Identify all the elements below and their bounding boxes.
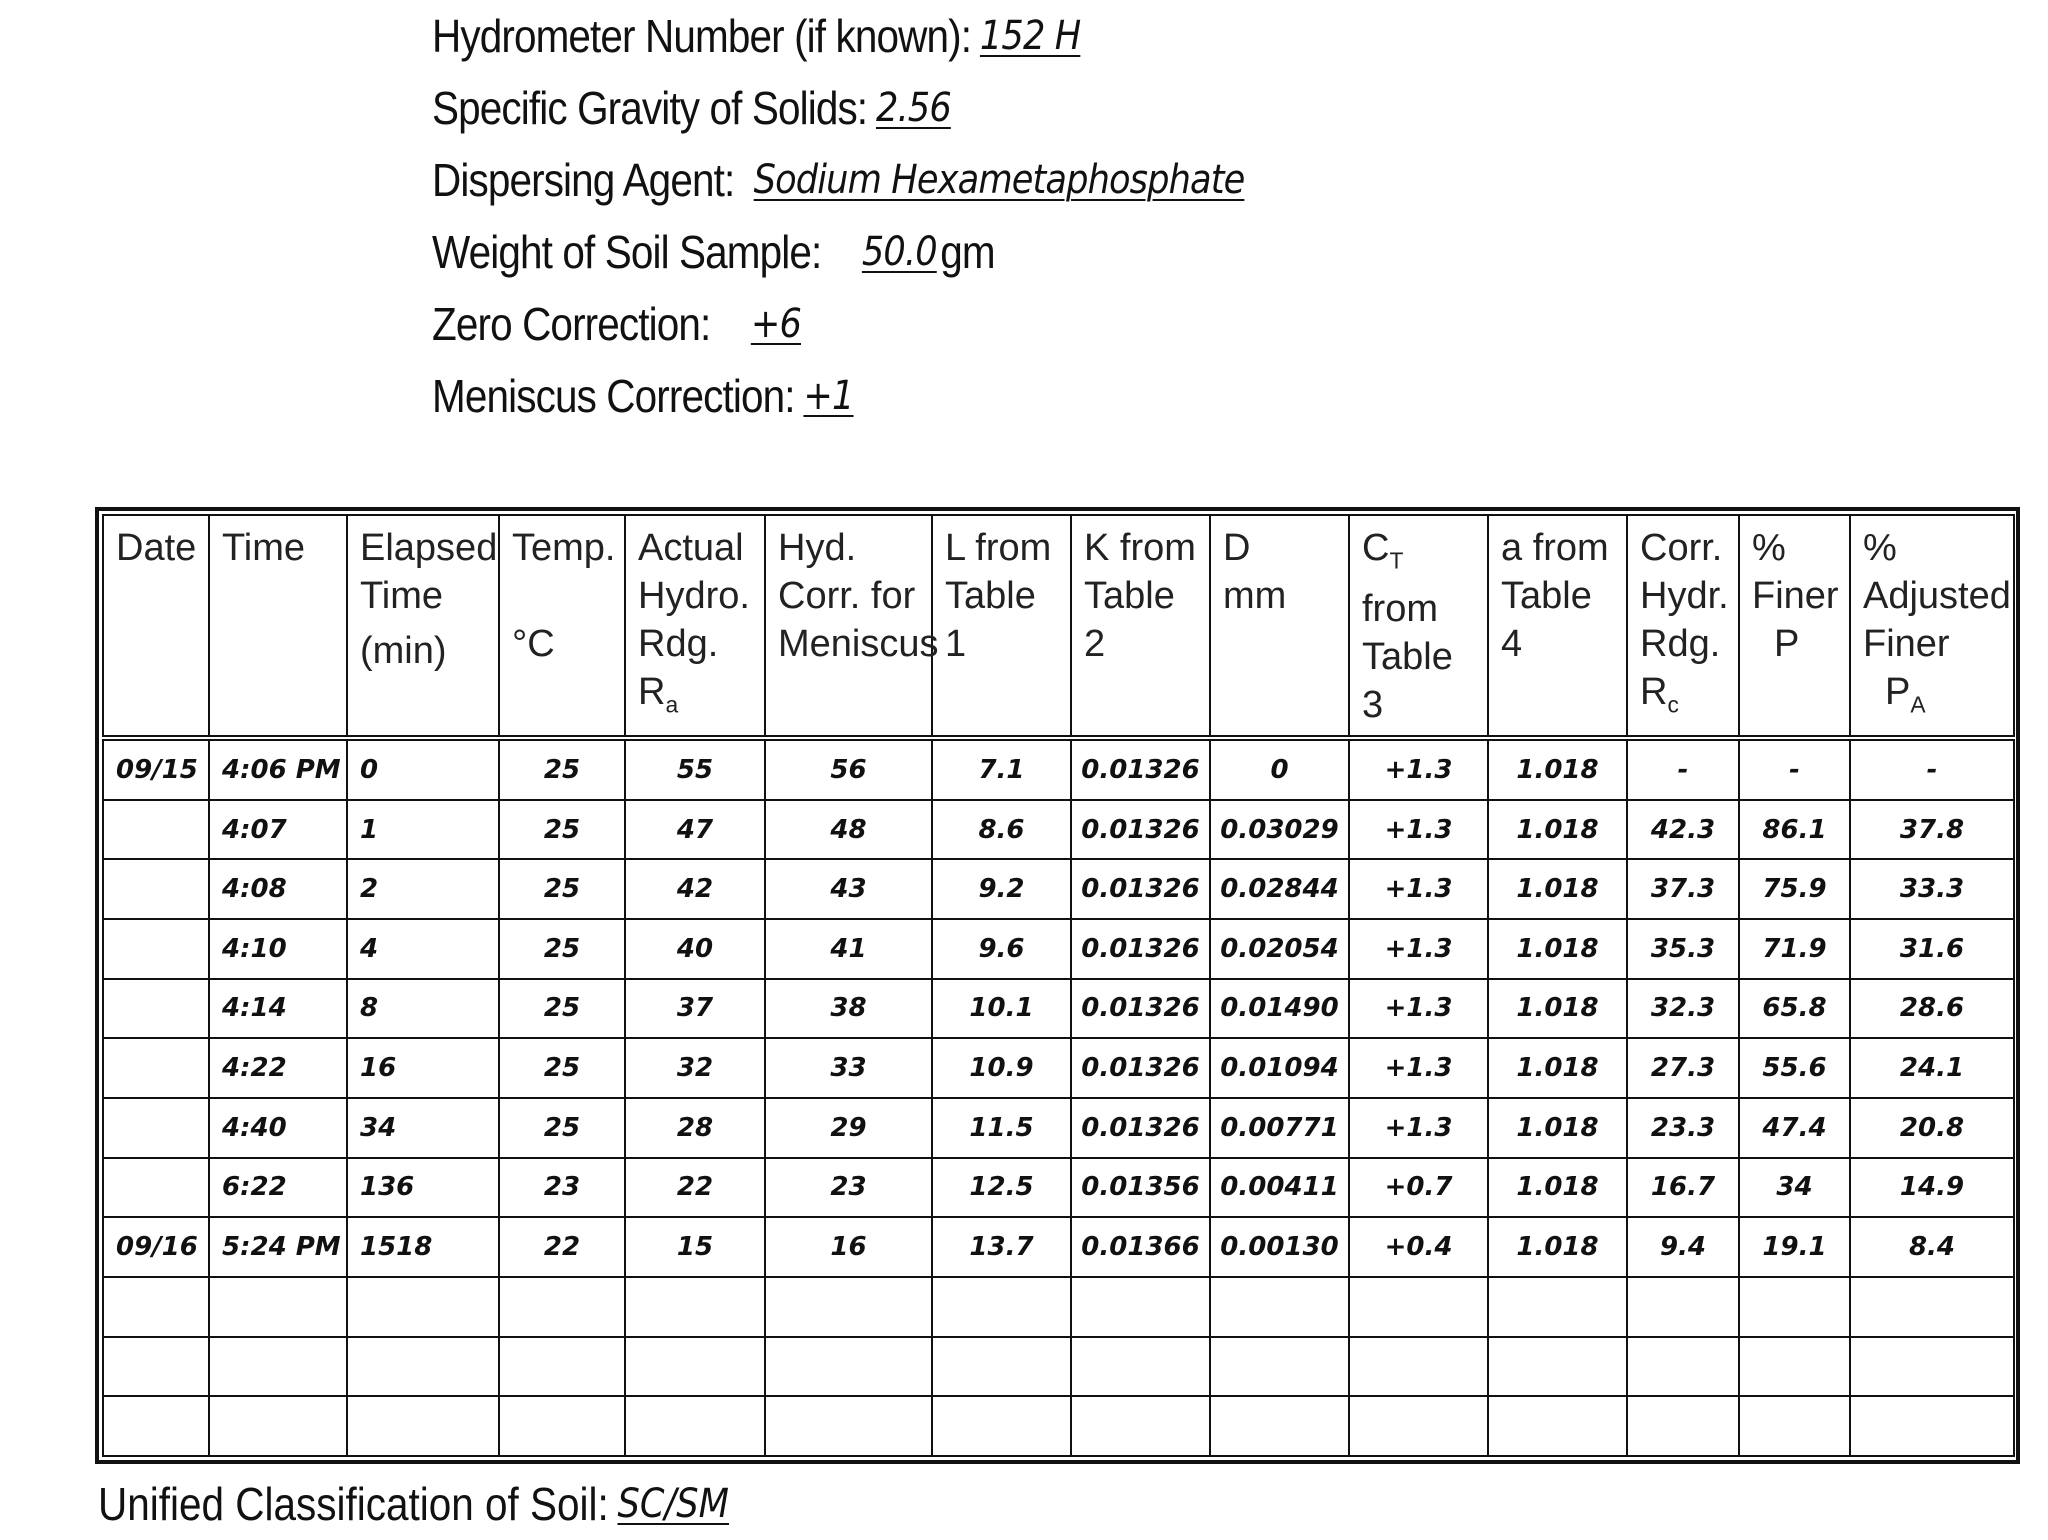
cell-ct-value (1349, 1337, 1488, 1397)
cell-d-mm: 0.00411 (1210, 1158, 1349, 1218)
cell-a-value: 1.018 (1488, 800, 1627, 860)
cell-elapsed-time: 1518 (347, 1217, 499, 1277)
col-meniscus-corr-header: Hyd. Corr. for Meniscus (765, 515, 932, 738)
cell-d-mm: 0.00130 (1210, 1217, 1349, 1277)
cell-d-mm (1210, 1396, 1349, 1456)
cell-ct-value: +1.3 (1349, 859, 1488, 919)
cell-elapsed-time: 8 (347, 979, 499, 1039)
cell-actual-reading: 15 (625, 1217, 765, 1277)
cell-ct-value: +1.3 (1349, 738, 1488, 800)
cell-corrected-reading: - (1627, 738, 1739, 800)
cell-date: 09/16 (103, 1217, 209, 1277)
cell-a-value: 1.018 (1488, 1038, 1627, 1098)
cell-ct-value (1349, 1277, 1488, 1337)
cell-k-value: 0.01326 (1071, 800, 1210, 860)
cell-elapsed-time (347, 1337, 499, 1397)
cell-adjusted-finer: 31.6 (1850, 919, 2014, 979)
cell-meniscus-corr (765, 1337, 932, 1397)
cell-date (103, 1337, 209, 1397)
soil-classification-value: SC/SM (617, 1481, 730, 1527)
cell-ct-value: +1.3 (1349, 1098, 1488, 1158)
cell-temp: 25 (499, 919, 625, 979)
cell-l-value: 12.5 (932, 1158, 1071, 1218)
cell-k-value: 0.01356 (1071, 1158, 1210, 1218)
cell-l-value: 8.6 (932, 800, 1071, 860)
cell-percent-finer (1739, 1396, 1850, 1456)
cell-meniscus-corr (765, 1277, 932, 1337)
cell-elapsed-time: 4 (347, 919, 499, 979)
cell-percent-finer (1739, 1337, 1850, 1397)
cell-percent-finer: - (1739, 738, 1850, 800)
cell-adjusted-finer (1850, 1337, 2014, 1397)
cell-time: 6:22 (209, 1158, 347, 1218)
cell-percent-finer: 86.1 (1739, 800, 1850, 860)
cell-k-value: 0.01366 (1071, 1217, 1210, 1277)
col-k-header: K from Table 2 (1071, 515, 1210, 738)
col-elapsed-header: Elapsed Time (min) (347, 515, 499, 738)
cell-time: 4:07 (209, 800, 347, 860)
cell-temp: 25 (499, 800, 625, 860)
cell-ct-value: +0.7 (1349, 1158, 1488, 1218)
sample-weight-label: Weight of Soil Sample: (432, 226, 822, 278)
table-row (103, 919, 2014, 979)
table-row (103, 1038, 2014, 1098)
cell-time: 4:22 (209, 1038, 347, 1098)
cell-adjusted-finer (1850, 1277, 2014, 1337)
cell-elapsed-time: 34 (347, 1098, 499, 1158)
cell-adjusted-finer: 20.8 (1850, 1098, 2014, 1158)
cell-a-value: 1.018 (1488, 979, 1627, 1039)
cell-ct-value: +1.3 (1349, 979, 1488, 1039)
cell-a-value: 1.018 (1488, 1158, 1627, 1218)
cell-corrected-reading: 9.4 (1627, 1217, 1739, 1277)
cell-date (103, 919, 209, 979)
cell-l-value (932, 1277, 1071, 1337)
col-d-header: D mm (1210, 515, 1349, 738)
hydrometer-number-label: Hydrometer Number (if known): (432, 10, 972, 62)
cell-date (103, 859, 209, 919)
cell-adjusted-finer: 8.4 (1850, 1217, 2014, 1277)
cell-adjusted-finer: 14.9 (1850, 1158, 2014, 1218)
cell-corrected-reading: 27.3 (1627, 1038, 1739, 1098)
table-row (103, 1396, 2014, 1456)
cell-k-value: 0.01326 (1071, 1038, 1210, 1098)
cell-actual-reading: 47 (625, 800, 765, 860)
cell-l-value: 7.1 (932, 738, 1071, 800)
cell-ct-value: +1.3 (1349, 1038, 1488, 1098)
cell-a-value: 1.018 (1488, 919, 1627, 979)
cell-l-value: 9.2 (932, 859, 1071, 919)
cell-date (103, 1277, 209, 1337)
dispersing-agent-label: Dispersing Agent: (432, 154, 735, 206)
cell-temp: 23 (499, 1158, 625, 1218)
cell-adjusted-finer: 28.6 (1850, 979, 2014, 1039)
cell-corrected-reading: 37.3 (1627, 859, 1739, 919)
cell-time: 4:10 (209, 919, 347, 979)
cell-k-value: 0.01326 (1071, 738, 1210, 800)
col-adjusted-finer-header: % Adjusted Finer $P_A$ (1850, 515, 2014, 738)
cell-corrected-reading: 35.3 (1627, 919, 1739, 979)
table-row (103, 738, 2014, 800)
cell-adjusted-finer: 37.8 (1850, 800, 2014, 860)
cell-time: 4:08 (209, 859, 347, 919)
sample-weight-value: 50.0 (861, 229, 937, 275)
cell-d-mm: 0 (1210, 738, 1349, 800)
cell-a-value: 1.018 (1488, 859, 1627, 919)
cell-adjusted-finer (1850, 1396, 2014, 1456)
col-ct-header: $C_T$ from Table 3 (1349, 515, 1488, 738)
cell-a-value (1488, 1337, 1627, 1397)
test-info-header (432, 0, 1355, 432)
hydrometer-number-value: 152 H (979, 13, 1081, 59)
soil-classification-line (98, 1468, 729, 1540)
cell-adjusted-finer: 24.1 (1850, 1038, 2014, 1098)
cell-d-mm (1210, 1337, 1349, 1397)
cell-meniscus-corr: 38 (765, 979, 932, 1039)
cell-percent-finer: 34 (1739, 1158, 1850, 1218)
cell-date (103, 1158, 209, 1218)
table-row (103, 859, 2014, 919)
table-row (103, 1277, 2014, 1337)
meniscus-correction-value: +1 (803, 373, 854, 419)
cell-meniscus-corr: 41 (765, 919, 932, 979)
cell-percent-finer: 65.8 (1739, 979, 1850, 1039)
table-row (103, 1158, 2014, 1218)
cell-k-value: 0.01326 (1071, 1098, 1210, 1158)
cell-date (103, 1098, 209, 1158)
cell-actual-reading: 32 (625, 1038, 765, 1098)
zero-correction-label: Zero Correction: (432, 298, 711, 350)
cell-actual-reading: 55 (625, 738, 765, 800)
hydrometer-data-table-frame (95, 507, 2020, 1464)
cell-time: 4:40 (209, 1098, 347, 1158)
cell-a-value (1488, 1277, 1627, 1337)
cell-adjusted-finer: - (1850, 738, 2014, 800)
meniscus-correction-line (432, 360, 1244, 432)
cell-a-value: 1.018 (1488, 1098, 1627, 1158)
cell-percent-finer: 75.9 (1739, 859, 1850, 919)
cell-d-mm: 0.00771 (1210, 1098, 1349, 1158)
table-row (103, 800, 2014, 860)
cell-time (209, 1337, 347, 1397)
zero-correction-value: +6 (750, 301, 801, 347)
cell-temp: 25 (499, 1038, 625, 1098)
cell-meniscus-corr: 56 (765, 738, 932, 800)
cell-a-value: 1.018 (1488, 1217, 1627, 1277)
cell-temp (499, 1337, 625, 1397)
col-date-header: Date (103, 515, 209, 738)
cell-percent-finer: 71.9 (1739, 919, 1850, 979)
cell-d-mm: 0.03029 (1210, 800, 1349, 860)
cell-date (103, 1396, 209, 1456)
cell-adjusted-finer: 33.3 (1850, 859, 2014, 919)
col-l-header: L from Table 1 (932, 515, 1071, 738)
cell-ct-value (1349, 1396, 1488, 1456)
cell-d-mm: 0.02844 (1210, 859, 1349, 919)
cell-actual-reading: 37 (625, 979, 765, 1039)
cell-k-value: 0.01326 (1071, 919, 1210, 979)
cell-a-value (1488, 1396, 1627, 1456)
cell-elapsed-time (347, 1277, 499, 1337)
cell-temp: 25 (499, 738, 625, 800)
cell-l-value: 10.9 (932, 1038, 1071, 1098)
cell-date: 09/15 (103, 738, 209, 800)
specific-gravity-label: Specific Gravity of Solids: (432, 82, 868, 134)
table-row (103, 1217, 2014, 1277)
cell-d-mm: 0.02054 (1210, 919, 1349, 979)
cell-actual-reading: 28 (625, 1098, 765, 1158)
col-time-header: Time (209, 515, 347, 738)
cell-temp: 22 (499, 1217, 625, 1277)
cell-corrected-reading: 23.3 (1627, 1098, 1739, 1158)
cell-meniscus-corr: 33 (765, 1038, 932, 1098)
cell-k-value (1071, 1396, 1210, 1456)
cell-corrected-reading: 16.7 (1627, 1158, 1739, 1218)
cell-time: 4:14 (209, 979, 347, 1039)
cell-temp: 25 (499, 859, 625, 919)
dispersing-agent-line (432, 144, 1244, 216)
col-percent-finer-header: % Finer P (1739, 515, 1850, 738)
cell-elapsed-time: 0 (347, 738, 499, 800)
cell-corrected-reading (1627, 1396, 1739, 1456)
cell-actual-reading (625, 1337, 765, 1397)
cell-temp: 25 (499, 1098, 625, 1158)
cell-percent-finer: 55.6 (1739, 1038, 1850, 1098)
hydrometer-number-line (432, 0, 1244, 72)
table-header-row (103, 515, 2014, 738)
cell-corrected-reading: 32.3 (1627, 979, 1739, 1039)
hydrometer-data-table (102, 514, 2015, 1457)
cell-l-value: 13.7 (932, 1217, 1071, 1277)
cell-corrected-reading (1627, 1277, 1739, 1337)
cell-temp (499, 1277, 625, 1337)
cell-meniscus-corr: 16 (765, 1217, 932, 1277)
cell-l-value: 11.5 (932, 1098, 1071, 1158)
sample-weight-unit: gm (940, 226, 995, 278)
cell-a-value: 1.018 (1488, 738, 1627, 800)
cell-date (103, 979, 209, 1039)
cell-elapsed-time: 136 (347, 1158, 499, 1218)
cell-k-value (1071, 1277, 1210, 1337)
specific-gravity-line (432, 72, 1244, 144)
cell-time: 5:24 PM (209, 1217, 347, 1277)
col-corrected-reading-header: Corr. Hydr. Rdg. $R_c$ (1627, 515, 1739, 738)
specific-gravity-value: 2.56 (875, 85, 951, 131)
cell-corrected-reading (1627, 1337, 1739, 1397)
cell-d-mm (1210, 1277, 1349, 1337)
cell-ct-value: +1.3 (1349, 800, 1488, 860)
cell-percent-finer (1739, 1277, 1850, 1337)
cell-meniscus-corr: 43 (765, 859, 932, 919)
cell-meniscus-corr: 29 (765, 1098, 932, 1158)
cell-elapsed-time (347, 1396, 499, 1456)
cell-l-value (932, 1396, 1071, 1456)
col-actual-reading-header: Actual Hydro. Rdg. $R_a$ (625, 515, 765, 738)
cell-time (209, 1277, 347, 1337)
cell-actual-reading: 22 (625, 1158, 765, 1218)
cell-d-mm: 0.01094 (1210, 1038, 1349, 1098)
cell-meniscus-corr (765, 1396, 932, 1456)
cell-temp (499, 1396, 625, 1456)
cell-ct-value: +0.4 (1349, 1217, 1488, 1277)
cell-actual-reading (625, 1396, 765, 1456)
cell-date (103, 1038, 209, 1098)
zero-correction-line (432, 288, 1244, 360)
cell-l-value: 10.1 (932, 979, 1071, 1039)
cell-corrected-reading: 42.3 (1627, 800, 1739, 860)
table-body (103, 738, 2014, 1456)
col-temp-header: Temp. °C (499, 515, 625, 738)
dispersing-agent-value: Sodium Hexametaphosphate (753, 157, 1245, 203)
cell-k-value: 0.01326 (1071, 859, 1210, 919)
cell-k-value: 0.01326 (1071, 979, 1210, 1039)
cell-elapsed-time: 2 (347, 859, 499, 919)
cell-k-value (1071, 1337, 1210, 1397)
cell-meniscus-corr: 23 (765, 1158, 932, 1218)
cell-date (103, 800, 209, 860)
cell-time (209, 1396, 347, 1456)
col-a-header: a from Table 4 (1488, 515, 1627, 738)
table-row (103, 1337, 2014, 1397)
cell-d-mm: 0.01490 (1210, 979, 1349, 1039)
cell-elapsed-time: 16 (347, 1038, 499, 1098)
cell-actual-reading: 42 (625, 859, 765, 919)
cell-time: 4:06 PM (209, 738, 347, 800)
soil-classification-label: Unified Classification of Soil: (98, 1478, 609, 1530)
table-row (103, 1098, 2014, 1158)
cell-l-value (932, 1337, 1071, 1397)
table-row (103, 979, 2014, 1039)
cell-l-value: 9.6 (932, 919, 1071, 979)
cell-meniscus-corr: 48 (765, 800, 932, 860)
sample-weight-line (432, 216, 1244, 288)
cell-ct-value: +1.3 (1349, 919, 1488, 979)
cell-actual-reading (625, 1277, 765, 1337)
cell-elapsed-time: 1 (347, 800, 499, 860)
cell-percent-finer: 47.4 (1739, 1098, 1850, 1158)
meniscus-correction-label: Meniscus Correction: (432, 370, 795, 422)
cell-actual-reading: 40 (625, 919, 765, 979)
cell-temp: 25 (499, 979, 625, 1039)
cell-percent-finer: 19.1 (1739, 1217, 1850, 1277)
